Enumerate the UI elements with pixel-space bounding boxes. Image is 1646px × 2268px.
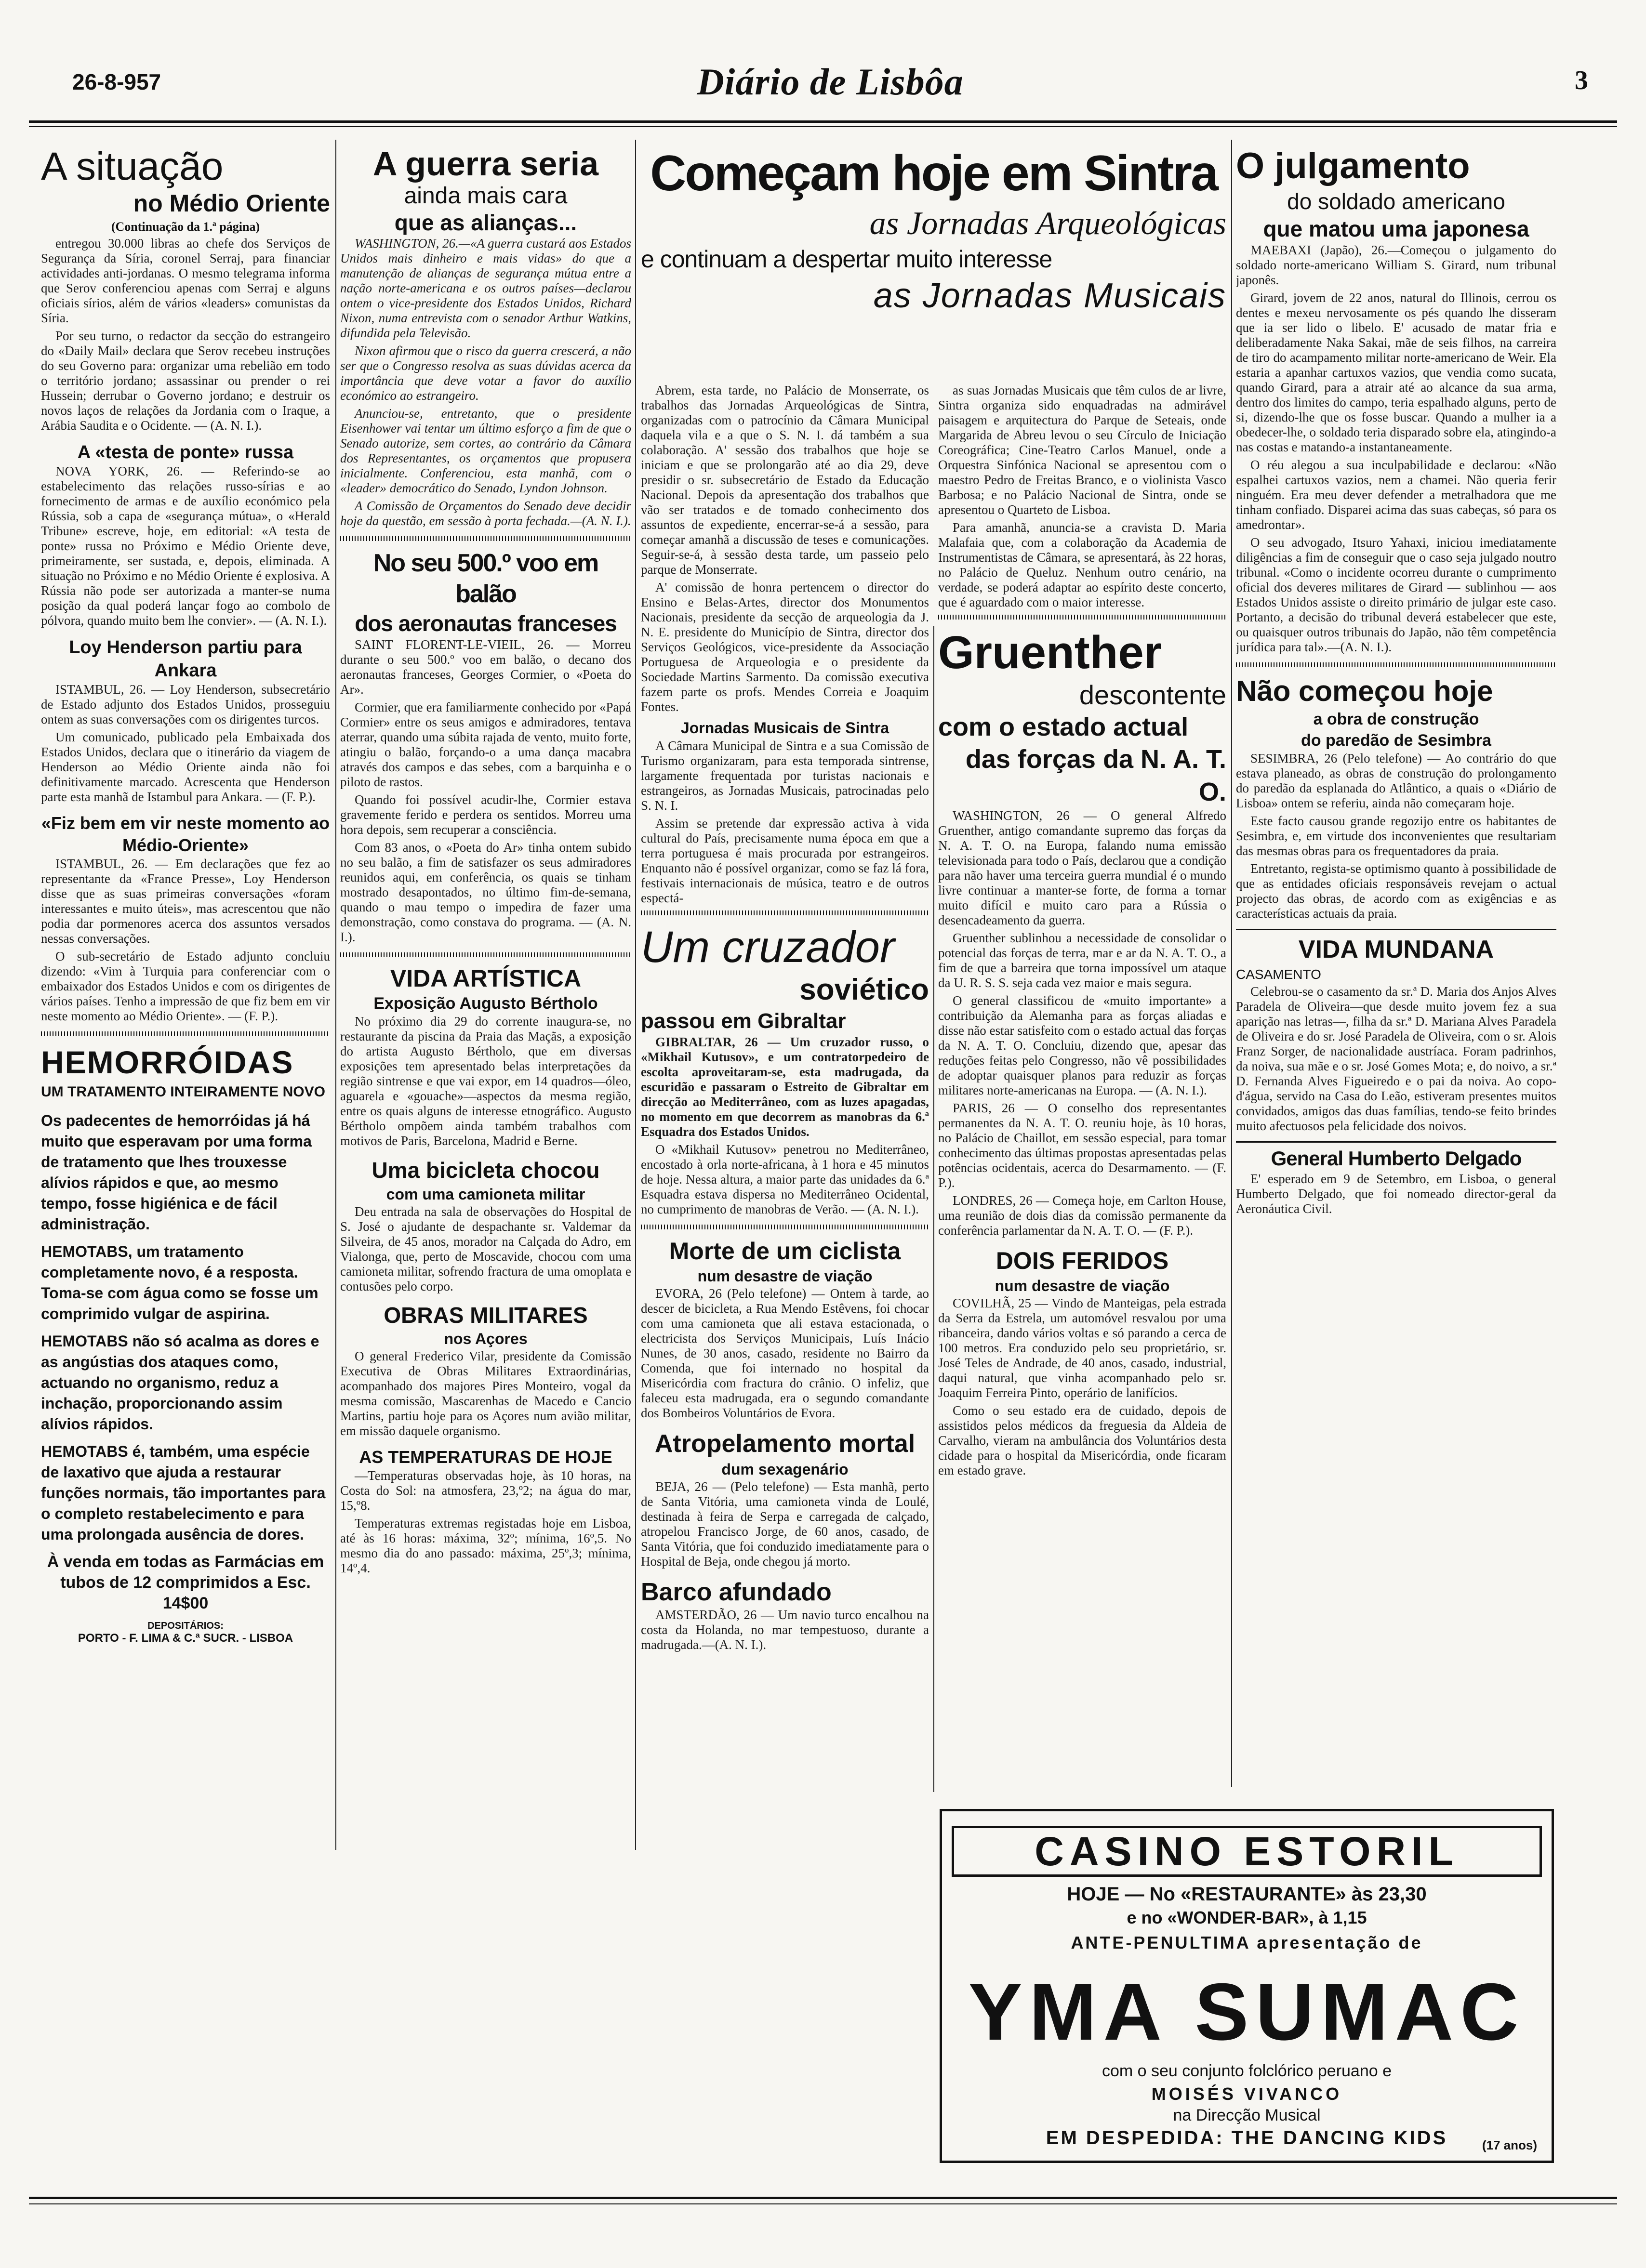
paragraph: Entretanto, regista-se optimismo quanto à possibilidade de que as entidades oficiais responsáveis revejam o actual projecto das obras, de acordo com as exigências e as características actuais da praia. [1236,861,1556,921]
footer-rule [29,2197,1617,2199]
article-cruzador [641,922,929,1220]
headline: Uma bicicleta chocou [372,1158,600,1183]
casino-line: EM DESPEDIDA: THE DANCING KIDS [1046,2127,1448,2149]
paragraph: EVORA, 26 (Pelo telefone) — Ontem à tarde, ao descer de bicicleta, a Rua Mendo Estêvens, foi chocar com uma camioneta que ali estava estacionada, o electricista dos Serviços Municipais, Luís Inácio Nunes, de 30 anos, casado, residente no Bairro da Comenda, que foi internado no hospital da Misericórdia com fractura do crânio. O infeliz, que faleceu esta madrugada, era o segundo comandante dos Bombeiros Voluntários de Evora. [641,1286,929,1420]
headline: A guerra seria [372,145,599,183]
headline: VIDA ARTÍSTICA [390,965,582,992]
article-vida-artistica [340,964,631,1151]
article-vida-mundana [1236,929,1556,1136]
headline: Gruenther [938,627,1162,678]
column-rule [933,626,934,1792]
divider [1236,662,1556,667]
paragraph: Assim se pretende dar expressão activa à vida cultural do País, precisamente numa época em que a terra portuguesa é mais procurada por estrangeiros. Enquanto não é possível organizar, como se faz lá fora, festivais internacionais de música, teatro e de outros espectá- [641,816,929,905]
article-gruenther [938,626,1226,1241]
paragraph: MAEBAXI (Japão), 26.—Começou o julgamento do soldado norte-americano William S. Girard, num tribunal japonês. [1236,243,1556,287]
article-temperaturas [340,1446,631,1579]
masthead-rule [29,120,1617,123]
article-barco [641,1577,929,1655]
paragraph: Este facto causou grande regozijo entre os habitantes de Sesimbra, e, em virtude dos inconvenientes que resultariam das mesmas obras para os frequentadores da praia. [1236,814,1556,858]
continuation-note: (Continuação da 1.ª página) [111,220,260,234]
subheadline: as Jornadas Arqueológicas [869,205,1226,241]
divider [641,910,929,915]
headline: A «testa de ponte» russa [77,442,294,462]
headline: Atropelamento mortal [654,1430,916,1458]
column-1 [41,145,330,1975]
article-bicicleta [340,1156,631,1297]
paragraph: NOVA YORK, 26. — Referindo-se ao estabelecimento das relações russo-sírias e ao fornecimento de armas e de auxílio económico pela Rússia, sob a capa de «segurança mútua», o «Herald Tribune» escreve, hoje, em editorial: «A testa de ponte» russa no Próximo e Médio Oriente deve, primeiramente, ser sustada, e, depois, eliminada. A situação no Próximo e no Médio Oriente é explosiva. A Rússia não pode ser autorizada a manter-se numa posição da qual poderá lançar fogo ao combolo de pólvora, quando muito bem lhe convier». — (A. N. I.). [41,464,330,628]
headline: Loy Henderson partiu para Ankara [69,637,302,681]
article-feridos [938,1246,1226,1481]
masthead [72,60,1588,111]
footer-rule-thin [29,2203,1617,2204]
paragraph: Temperaturas extremas registadas hoje em Lisboa, até às 16 horas: máxima, 32º; mínima, 16º,5. No mesmo dia do ano passado: máxima, 25º,3; mínima, 14º,4. [340,1516,631,1575]
headline: OBRAS MILITARES [384,1303,588,1328]
subheadline: do paredão de Sesimbra [1301,731,1491,750]
section-label: CASAMENTO [1236,967,1321,982]
divider [641,1225,929,1229]
paragraph: Abrem, esta tarde, no Palácio de Monserrate, os trabalhos das Jornadas Arqueológicas de Sintra, organizadas com o patrocínio da Câmara Municipal daquela vila e a que o S. N. I. dá também a sua colaboração. A' sessão dos trabalhos que hoje se iniciam e que se prolongarão até ao dia 29, deve presidir o sr. subsecretário de Estado da Educação Nacional. Depois da apresentação dos trabalhos que vão ser tratados e de tomado conhecimento dos assuntos de expediente, encerrar-se-á a sessão, para começar amanhã a discussão de teses e comunicações. Seguir-se-á, à sessão desta tarde, um passeio pelo parque de Monserrate. [641,383,929,577]
column-4 [938,383,1226,1804]
subheadline: soviético [799,973,929,1006]
ad-depositarios-label: DEPOSITÁRIOS: [147,1621,224,1631]
subheadline: a obra de construção [1313,710,1479,728]
paragraph: Girard, jovem de 22 anos, natural do Illinois, cerrou os dentes e mexeu nervosamente os pés quando lhe disseram que ia ser lido o libelo. E' acusado de matar fria e deliberadamente Naka Sakai, mãe de seis filhos, na carreira de tiro do acampamento militar norte-americano de Weir. Ela estaria a apanhar cartuxos vazios, que vendia como sucata, quando Girard, para a atrair até ao alcance da sua arma, dentro dos limites do campo, teria espalhado alguns, perto de si, dizendo-lhe que os fosse buscar. Quando a mulher ia a obedecer-lhe, o soldado teria disparado sobre ela, atingindo-a nas costas e matando-a instantaneamente. [1236,290,1556,454]
ad-subtitle: UM TRATAMENTO INTEIRAMENTE NOVO [41,1084,325,1100]
divider [340,536,631,541]
masthead-rule-thin [29,126,1617,127]
headline: Não começou hoje [1236,675,1493,707]
section-heading: Jornadas Musicais de Sintra [680,719,889,737]
casino-line: com o seu conjunto folclórico peruano e [1102,2062,1392,2080]
headline: No seu 500.º voo em balão [373,549,598,608]
article-situacao [41,145,330,436]
subheadline: passou em Gibraltar [641,1009,846,1033]
headline: AS TEMPERATURAS DE HOJE [359,1447,612,1467]
subheadline: que as alianças... [394,210,577,235]
paragraph: A Câmara Municipal de Sintra e a sua Comissão de Turismo organizaram, para esta temporada sintrense, largamente frequentada por turistas nacionais e estrangeiros, as Jornadas Musicais, patrocinadas pelo S. N. I. [641,738,929,813]
paragraph: as suas Jornadas Musicais que têm culos de ar livre, Sintra organiza sido enquadradas na admirável paisagem e arquitectura do Parque de Seteais, onde Margarida de Abreu levou o seu Círculo de Iniciação Coreográfica; Cine-Teatro Carlos Manuel, onde a Orquestra Sinfónica Nacional se apresentou com o maestro Pedro de Freitas Branco, e o violinista Vasco Barbosa; e no Palácio Nacional de Sintra, onde se apresentou o Quarteto de Lisboa. [938,383,1226,517]
lead-paragraph: GIBRALTAR, 26 — Um cruzador russo, o «Mikhail Kutusov», e um contratorpedeiro de escolta aproveitaram-se, esta madrugada, da escuridão e passaram o Estreito de Gibraltar em direcção ao Mediterrâneo, com as luzes apagadas, no momento em que decorrem as manobras da 6.ª Esquadra dos Estados Unidos. [641,1035,929,1139]
paragraph: LONDRES, 26 — Começa hoje, em Carlton House, uma reunião de dois dias da comissão permanente da conferência parlamentar da N. A. T. O. — (F. P.). [938,1193,1226,1238]
subheadline: que matou uma japonesa [1263,216,1529,241]
headline: O julgamento [1236,145,1470,186]
paragraph: WASHINGTON, 26.—«A guerra custará aos Estados Unidos mais dinheiro e mais vidas» do que a manutenção de alianças de segurança mútua entre a nação norte-americana e os outros países—declarou ontem o vice-presidente dos Estados Unidos, Richard Nixon, numa entrevista com o senador Arthur Watkins, difundida pela Televisão. [340,236,631,340]
subheadline: das forças da N. A. T. O. [965,745,1226,806]
subheadline: descontente [1079,680,1226,710]
article-delgado [1236,1141,1556,1219]
article-atropelamento [641,1428,929,1572]
paragraph: No próximo dia 29 do corrente inaugura-se, no restaurante da piscina da Praia das Maçãs, a exposição do artista Augusto Bértholo, que em diversas exposições tem apresentado belas interpretações da região sintrense e que vai expor, em 14 quadros—óleo, aguarela e «gouache»—aspectos da mesma região, entre os quais alguns de interesse etnográfico. Augusto Bértholo ompõem ainda também trabalhos com motivos de Paris, Barcelona, Madrid e Berne. [340,1014,631,1148]
subheadline: num desastre de viação [697,1267,873,1285]
subheadline: e continuam a despertar muito interesse [641,246,1052,273]
paragraph: O «Mikhail Kutusov» penetrou no Mediterrâneo, encostado à orla norte-africana, à 1 hora e 45 minutos de hoje. Nessa altura, a maior parte das unidades da 6.ª Esquadra estava dispersa no Mediterrâneo Ocidental, no cumprimento de manobras de Verão. — (A. N. I.). [641,1142,929,1216]
article-ciclista [641,1236,929,1424]
paragraph: COVILHÃ, 25 — Vindo de Manteigas, pela estrada da Serra da Estrela, um automóvel resvalou por uma ribanceira, dando vários voltas e só parando a cerca de 100 metros. Era conduzido pelo seu proprietário, sr. José Teles de Andrade, de 40 anos, casado, industrial, daqui natural, que vinha acompanhado pelo sr. Joaquim Ferreira Pinto, operário de lanifícios. [938,1296,1226,1400]
paragraph: SESIMBRA, 26 (Pelo telefone) — Ao contrário do que estava planeado, as obras de construção do prolongamento do paredão da esplanada do Atlântico, a quais o «Diário de Lisboa» ontem se referiu, ainda não começaram hoje. [1236,751,1556,810]
subheadline: no Médio Oriente [133,190,330,217]
subheadline: num desastre de viação [995,1277,1170,1294]
column-5 [1236,145,1556,1802]
paragraph: WASHINGTON, 26 — O general Alfredo Gruenther, antigo comandante supremo das forças da N. A. T. O. na Europa, falando numa emissão televisionada para todo o País, declarou que a condição para não haver uma terceira guerra mundial é o mundo livre continuar a manter-se forte, de forma a tornar muito difícil e muito caro para a Rússia o desencadeamento da guerra. [938,808,1226,927]
paragraph: Um comunicado, publicado pela Embaixada dos Estados Unidos, declara que o itinerário da viagem de Henderson ao Médio Oriente ainda não foi definitivamente marcado. Acrescenta que Henderson parte esta manhã de Istambul para Ankara. — (F. P.). [41,730,330,804]
newspaper-title: Diário de Lisbôa [697,61,964,103]
divider [340,952,631,957]
paragraph: —Temperaturas observadas hoje, às 10 horas, na Costa do Sol: na atmosfera, 23,º2; na água do mar, 15,º8. [340,1468,631,1513]
subheadline: do soldado americano [1287,189,1505,214]
paragraph: Para amanhã, anuncia-se a cravista D. Maria Malafaia que, com a colaboração da Academia de Instrumentistas de Câmara, se apresentará, às 22 horas, no Palácio de Queluz. Nenhum outro cenário, na verdade, se poderá adaptar ao espírito deste concerto, que é aguardado com o maior interesse. [938,520,1226,609]
subheadline: nos Açores [444,1330,528,1347]
article-testa [41,441,330,631]
casino-line: na Direcção Musical [1173,2106,1321,2124]
column-rule [335,140,336,1850]
headline: «Fiz bem em vir neste momento ao Médio-Oriente» [41,813,330,855]
ad-paragraph: HEMOTABS, um tratamento completamente novo, é a resposta. Toma-se com água como se fosse um comprimido vulgar de aspirina. [41,1243,319,1322]
paragraph: A Comissão de Orçamentos do Senado deve decidir hoje da questão, em sessão à porta fechada.—(A. N. I.). [340,499,631,528]
column-3 [641,383,929,1997]
ad-depositarios: PORTO - F. LIMA & C.ª SUCR. - LISBOA [78,1632,293,1645]
column-rule [1231,140,1232,1787]
paragraph: AMSTERDÃO, 26 — Um navio turco encalhou na costa da Holanda, no mar tempestuoso, durante a madrugada.—(A. N. I.). [641,1608,929,1652]
paragraph: Gruenther sublinhou a necessidade de consolidar o potencial das forças de terra, mar e ar da N. A. T. O., a fim de que a barreira que torna impossível um ataque da U. R. S. S. seja cada vez maior e mais segura. [938,931,1226,990]
casino-line: HOJE — No «RESTAURANTE» às 23,30 [1067,1884,1427,1905]
divider [938,615,1226,620]
ad-paragraph: HEMOTABS é, também, uma espécie de laxativo que ajuda a restaurar funções normais, tão importantes para o completo restabelecimento e para uma prolongada ausência de dores. [41,1443,326,1543]
paragraph: Deu entrada na sala de observações do Hospital de S. José o ajudante de despachante sr. Valdemar da Silveira, de 45 anos, morador na Calçada do Adro, em Vialonga, que, perto de Moscavide, chocou com uma camioneta militar, sofrendo fractura de uma omoplata e contusões pelo corpo. [340,1204,631,1293]
paragraph: O réu alegou a sua inculpabilidade e declarou: «Não espalhei cartuxos vazios, nem a chamei. Não queria ferir ninguém. Era meu dever defender a metralhadora que me tinham confiado. Disparei acima das suas cabeças, só para os amedrontar». [1236,458,1556,532]
article-fiz [41,812,330,1027]
paragraph: Anunciou-se, entretanto, que o presidente Eisenhower vai tentar um último esforço a fim de que o Senado autorize, sem cortes, ao contrário da Câmara dos Representantes, os orçamentos que propusera inicialmente. Conferenciou, esta manhã, com o «leader» democrático do Senado, Lyndon Johnson. [340,406,631,495]
paragraph: E' esperado em 9 de Setembro, em Lisboa, o general Humberto Delgado, que foi nomeado director-geral da Aeronáutica Civil. [1236,1172,1556,1216]
article-sesimbra [1236,674,1556,924]
column-2 [340,145,631,1975]
headline: Começam hoje em Sintra [650,145,1217,201]
issue-date: 26-8-957 [72,69,161,94]
ad-paragraph: Os padecentes de hemorróidas já há muito que esperavam por uma forma de tratamento que lhes trouxesse alívios rápidos e que, ao mesmo tempo, fosse higiénica e de fácil administração. [41,1112,312,1233]
article-decano [340,548,631,948]
headline: VIDA MUNDANA [1236,929,1556,965]
subheadline: Exposição Augusto Bértholo [373,994,598,1013]
paragraph: ISTAMBUL, 26. — Em declarações que fez ao representante da «France Presse», Loy Henderson disse que as suas primeiras conversações «foram interessantes e muito úteis», mas acrescentou que não podia dar pormenores acerca dos assuntos versados nessas conversações. [41,857,330,946]
headline: A situação [41,145,224,188]
paragraph: Por seu turno, o redactor da secção do estrangeiro do «Daily Mail» declara que Serov recebeu instruções do seu Governo para: organizar uma rebelião em todo o território jordano; assassinar ou prender o rei Hussein; derrubar o Governo jordano; e destruir os novos laços de relações da Jordania com o Iraque, a Arábia Saudita e o Ocidente. — (A. N. I.). [41,329,330,433]
casino-line: e no «WONDER-BAR», à 1,15 [1127,1908,1367,1927]
paragraph: O general Frederico Vilar, presidente da Comissão Executiva de Obras Militares Extraordinárias, acompanhado dos majores Pires Monteiro, vogal da mesma comissão, Mascarenhas de Macedo e Cancio Martins, partiu hoje para os Açores num avião militar, em missão daquele organismo. [340,1349,631,1438]
paragraph: SAINT FLORENT-LE-VIEIL, 26. — Morreu durante o seu 500.º voo em balão, o decano dos aeronautas franceses, Georges Cormier, o «Poeta do Ar». [340,637,631,697]
subheadline: com uma camioneta militar [386,1186,585,1203]
paragraph: BEJA, 26 — (Pelo telefone) — Esta manhã, perto de Santa Vitória, uma camioneta vinda de Loulé, destinada à feira de Serpa e carregada de calçado, atropelou Francisco Jorge, de 60 anos, casado, de Santa Vitória, que foi conduzido imediatamente para o Hospital de Beja, onde chegou já morto. [641,1479,929,1569]
ad-price: À venda em todas as Farmácias em tubos de 12 comprimidos a Esc. 14$00 [47,1553,324,1612]
paragraph: A' comissão de honra pertencem o director do Ensino e Belas-Artes, director dos Monumentos Nacionais, presidente da secção de arqueologia da J. N. E. presidente do Município de Sintra, director dos Serviços Geológicos, vice-presidente da Associação Portuguesa de Arqueologia e o presidente da Sociedade Martins Sarmento. Da comissão executiva fazem parte os profs. Mendes Correia e Joaquim Fontes. [641,580,929,714]
paragraph: Nixon afirmou que o risco da guerra crescerá, a não ser que o Congresso resolva as suas dúvidas acerca da importância que deve votar a favor do auxílio económico ao estrangeiro. [340,343,631,403]
paragraph: entregou 30.000 libras ao chefe dos Serviços de Segurança da Síria, coronel Serraj, para financiar actividades anti-jordanas. O mesmo telegrama informa que Serov conferenciou apenas com Serraj e alguns oficiais sírios, além de vários «leaders» comunistas da Síria. [41,236,330,325]
paragraph: ISTAMBUL, 26. — Loy Henderson, subsecretário de Estado adjunto dos Estados Unidos, prosseguiu ontem as suas conversações com os dirigentes turcos. [41,682,330,726]
page-number: 3 [1575,66,1588,95]
column-rule [635,140,636,1850]
subheadline: dos aeronautas franceses [355,611,617,636]
ad-title: HEMORRÓIDAS [41,1044,294,1080]
ad-hemorroidas [41,1043,330,1645]
paragraph: Quando foi possível acudir-lhe, Cormier estava gravemente ferido e perdera os sentidos. Morreu uma hora depois, sem recuperar a consciência. [340,792,631,837]
headline: General Humberto Delgado [1236,1141,1556,1172]
divider [41,1031,330,1036]
casino-name: CASINO ESTORIL [952,1826,1542,1877]
paragraph: Como o seu estado era de cuidado, depois de assistidos pelos médicos da freguesia da Aldeia de Carvalho, vieram na ambulância dos Voluntários desta cidade para o hospital da Misericórdia, onde ficaram em estado grave. [938,1403,1226,1477]
subheadline: dum sexagenário [721,1461,849,1478]
casino-age-note: (17 anos) [1482,2138,1537,2152]
article-obras [340,1302,631,1441]
paragraph: O seu advogado, Itsuro Yahaxi, iniciou imediatamente diligências a fim de conseguir que o caso seja julgado noutro tribunal. «Como o incidente ocorreu durante o cumprimento oficial dos deveres militares de Girard — sublinhou — aos Estados Unidos assiste o direito primário de julgar este caso. Portanto, a decisão do tribunal deverá estabelecer que este, ou quaisquer outros tribunais do Japão, não têm competência jurídica para tal».—(A. N. I.). [1236,535,1556,654]
paragraph: PARIS, 26 — O conselho dos representantes permanentes da N. A. T. O. reuniu hoje, às 10 horas, no Palácio de Chaillot, em sessão especial, para tomar conhecimento das últimas propostas apresentadas pelas potências ocidentais, acerca do Desarmamento. — (F. P.). [938,1101,1226,1190]
article-loy [41,636,330,807]
ad-casino-estoril [940,1809,1554,2163]
casino-star-name: YMA SUMAC [968,1966,1526,2057]
headline: Morte de um ciclista [669,1238,901,1265]
ad-paragraph: HEMOTABS não só acalma as dores e as angústias dos ataques como, actuando no organismo, reduz a inchação, proporcionando assim alívios rápidos. [41,1332,319,1433]
casino-line: MOISÉS VIVANCO [1151,2084,1342,2104]
paragraph: Celebrou-se o casamento da sr.ª D. Maria dos Anjos Alves Paradela de Oliveira—que desde muito jovem fez a sua aparição nas letras—, filha da sr.ª D. Mariana Alves Paradela de Oliveira e do sr. José Paradela de Oliveira, com o sr. Alois Franz Sorger, de nacionalidade austríaca. Foram padrinhos, da noiva, sua mãe e o sr. José Gomes Mota; e, do noivo, a sr.ª D. Fernanda Alves Figueiredo e o pai da noiva. Ao copo-d'água, servido na Casa do Leão, estiveram presentes muitos convidados, amigos das duas famílias, tendo-se feito brindes muito afectuosos pela felicidade dos noivos. [1236,984,1556,1133]
paragraph: O general classificou de «muito importante» a contribuição da Alemanha para as forças aliadas e disse não estar satisfeito com o estado actual das forças da N. A. T. O. Concluiu, dizendo que, apesar das reduções feitas pelo Congresso, não vê possibilidades de adoptar quaisquer planos para reduzir as forças militares norte-americanas na Europa. — (A. N. I.). [938,993,1226,1097]
subheadline: com o estado actual [938,712,1189,741]
subheadline: ainda mais cara [404,183,568,209]
subheadline: as Jornadas Musicais [873,277,1226,315]
paragraph: Com 83 anos, o «Poeta do Ar» tinha ontem subido no seu balão, a fim de satisfazer os seus admiradores reunidos aqui, em conferência, os quais se tinham mostrado desapontados, no último fim-de-semana, quando o mau tempo o impedira de fazer uma demonstração, como constava do programa. — (A. N. I.). [340,840,631,944]
article-guerra [340,145,631,531]
paragraph: Cormier, que era familiarmente conhecido por «Papá Cormier» entre os seus amigos e admiradores, tentava aterrar, quando uma súbita rajada de vento, muito forte, atingiu o balão, forçando-o a uma dança macabra através dos campos e das sebes, com a barquinha e o piloto de rastos. [340,700,631,789]
headline: Barco afundado [641,1578,832,1606]
headline: Um cruzador [641,923,895,972]
article-julgamento [1236,145,1556,658]
headline: DOIS FERIDOS [996,1247,1169,1274]
paragraph: O sub-secretário de Estado adjunto concluiu dizendo: «Vim à Turquia para conferenciar com o embaixador dos Estados Unidos e com os dirigentes de vários países. Tenho a impressão de que fiz bem em vir neste momento ao Médio Oriente». — (F. P.). [41,949,330,1023]
casino-line: ANTE-PENULTIMA apresentação de [1071,1933,1423,1952]
